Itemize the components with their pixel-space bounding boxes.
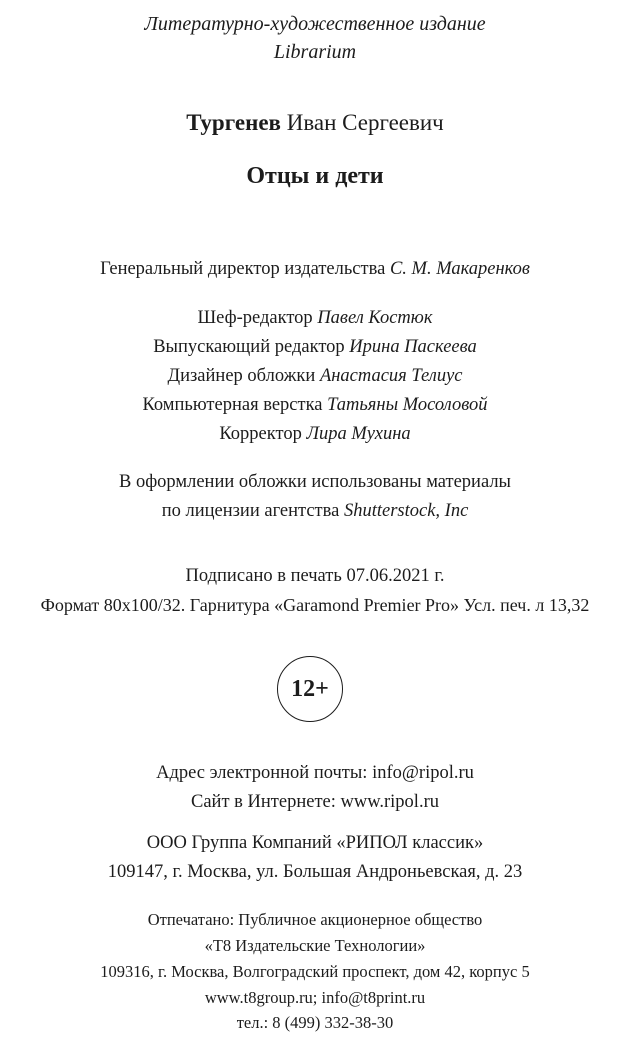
credit-executive-editor: [0, 338, 630, 357]
credit-name: Анастасия Телиус: [319, 366, 463, 386]
credit-general-director: [0, 260, 630, 279]
age-rating-badge: 12+: [277, 656, 343, 722]
credit-name: Павел Костюк: [317, 308, 433, 328]
print-format: Формат 80x100/32. Гарнитура «Garamond Premier Pro» Усл. печ. л 13,32: [40, 595, 590, 615]
credit-role: Дизайнер обложки: [167, 366, 320, 386]
printer-line-2: «Т8 Издательские Технологии»: [204, 936, 426, 955]
publisher-org: ООО Группа Компаний «РИПОЛ классик»: [146, 833, 484, 853]
credit-role: Шеф-редактор: [197, 308, 318, 328]
author: [0, 111, 630, 134]
author-given-names: Иван Сергеевич: [280, 110, 444, 135]
book-title: Отцы и дети: [246, 163, 384, 189]
credit-name: Лира Мухина: [306, 424, 411, 444]
credit-proofreader: [0, 425, 630, 444]
contact-email: Адрес электронной почты: info@ripol.ru: [156, 763, 474, 783]
credit-role: Корректор: [219, 424, 307, 444]
author-surname: Тургенев: [186, 110, 281, 135]
cover-materials-prefix: по лицензии агентства: [161, 501, 344, 521]
cover-materials-line-2: [0, 502, 630, 521]
credit-role: Выпускающий редактор: [153, 337, 350, 357]
credit-name: Ирина Паскеева: [349, 337, 477, 357]
printer-line-1: Отпечатано: Публичное акционерное общество: [147, 910, 483, 929]
cover-materials-line-1: В оформлении обложки использованы материалы: [118, 472, 511, 492]
credit-layout: [0, 396, 630, 415]
credit-role: Генеральный директор издательства: [100, 259, 390, 279]
series-line-1: Литературно-художественное издание: [144, 13, 486, 35]
credit-chief-editor: [0, 309, 630, 328]
publisher-address: 109147, г. Москва, ул. Большая Андроньевская, д. 23: [107, 862, 523, 882]
credit-name: Татьяны Мосоловой: [327, 395, 488, 415]
series-line-2: Librarium: [273, 41, 357, 63]
contact-site: Сайт в Интернете: www.ripol.ru: [191, 792, 439, 812]
credit-cover-designer: [0, 367, 630, 386]
printer-address: 109316, г. Москва, Волгоградский проспект, дом 42, корпус 5: [100, 962, 530, 981]
credit-name: С. М. Макаренков: [389, 259, 530, 279]
credit-role: Компьютерная верстка: [142, 395, 328, 415]
cover-materials-agency: Shutterstock, Inc: [343, 501, 469, 521]
printer-phone: тел.: 8 (499) 332-38-30: [236, 1013, 394, 1032]
printer-web: www.t8group.ru; info@t8print.ru: [204, 988, 426, 1007]
signed-to-print: Подписано в печать 07.06.2021 г.: [185, 566, 445, 586]
